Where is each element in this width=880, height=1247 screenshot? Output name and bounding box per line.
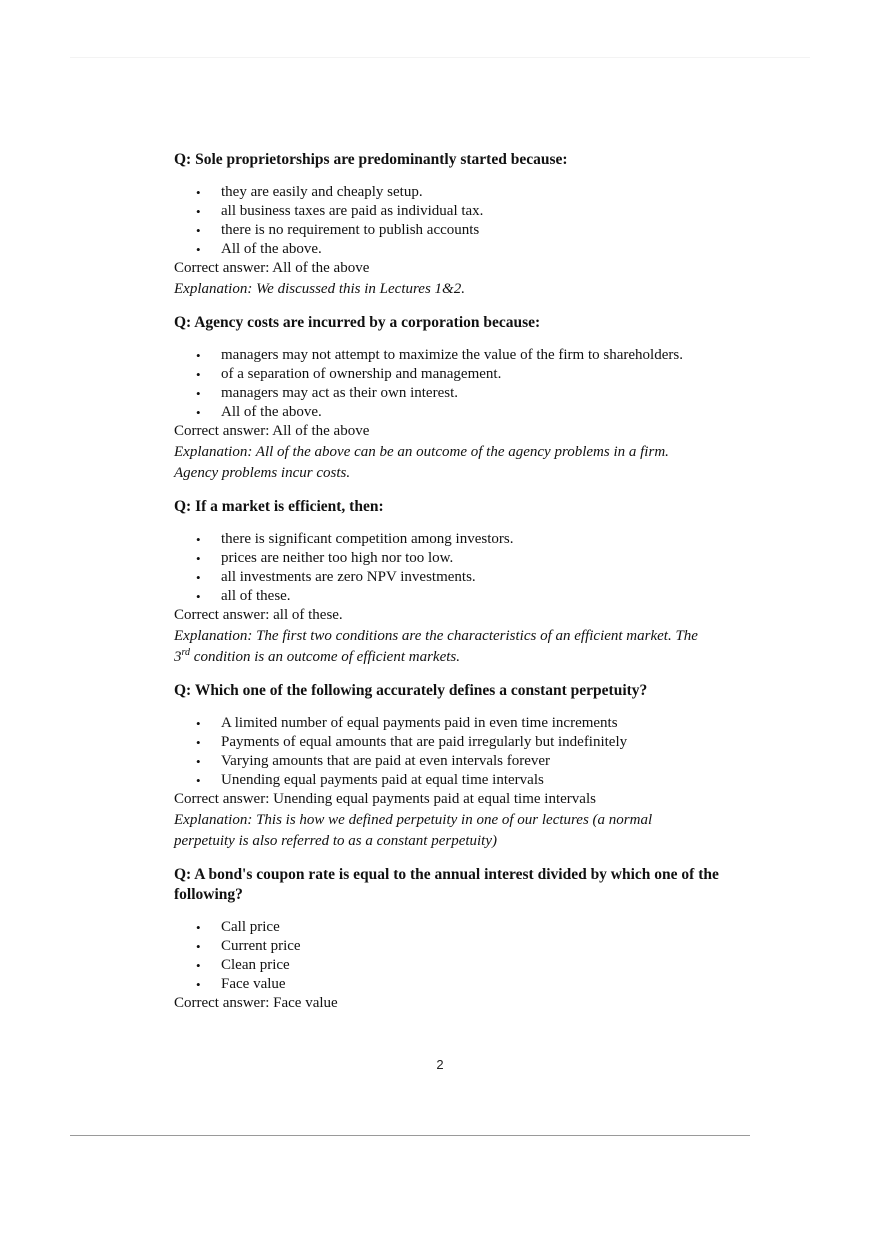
bullet-icon: • bbox=[196, 367, 201, 382]
option-text: A limited number of equal payments paid in even time increments bbox=[221, 715, 618, 731]
question-block bbox=[174, 681, 734, 852]
bullet-icon: • bbox=[196, 551, 201, 566]
option-text: all investments are zero NPV investments. bbox=[221, 569, 476, 585]
option-text: All of the above. bbox=[221, 241, 322, 257]
explanation-line-rest: condition is an outcome of efficient markets. bbox=[190, 649, 460, 665]
bullet-icon: • bbox=[196, 716, 201, 731]
bullet-icon: • bbox=[196, 958, 201, 973]
explanation-line: perpetuity is also referred to as a constant perpetuity) bbox=[174, 833, 498, 849]
bullet-icon: • bbox=[196, 939, 201, 954]
option-item bbox=[196, 714, 734, 733]
bullet-icon: • bbox=[196, 405, 201, 420]
option-item bbox=[196, 403, 734, 422]
explanation bbox=[174, 626, 734, 668]
option-item bbox=[196, 568, 734, 587]
option-text: of a separation of ownership and management. bbox=[221, 366, 502, 382]
option-item bbox=[196, 918, 734, 937]
question-list bbox=[174, 150, 734, 1026]
bullet-icon: • bbox=[196, 589, 201, 604]
correct-answer: Correct answer: All of the above bbox=[174, 260, 370, 276]
option-text: they are easily and cheaply setup. bbox=[221, 184, 423, 200]
option-item bbox=[196, 956, 734, 975]
option-item bbox=[196, 937, 734, 956]
options-list bbox=[174, 918, 734, 994]
bullet-icon: • bbox=[196, 570, 201, 585]
bullet-icon: • bbox=[196, 204, 201, 219]
ordinal-suffix: rd bbox=[181, 647, 191, 658]
question-text: Q: A bond's coupon rate is equal to the annual interest divided by which one of the following? bbox=[174, 866, 719, 903]
top-divider bbox=[70, 57, 810, 58]
option-item bbox=[196, 240, 734, 259]
bullet-icon: • bbox=[196, 735, 201, 750]
option-text: Call price bbox=[221, 919, 280, 935]
option-text: Current price bbox=[221, 938, 301, 954]
bullet-icon: • bbox=[196, 977, 201, 992]
explanation-line: Explanation: This is how we defined perpetuity in one of our lectures (a normal bbox=[174, 812, 653, 828]
options-list bbox=[174, 714, 734, 790]
option-item bbox=[196, 975, 734, 994]
option-text: Varying amounts that are paid at even intervals forever bbox=[221, 753, 551, 769]
options-list bbox=[174, 183, 734, 259]
option-text: there is significant competition among investors. bbox=[221, 531, 514, 547]
option-item bbox=[196, 202, 734, 221]
option-item bbox=[196, 346, 734, 365]
option-text: All of the above. bbox=[221, 404, 322, 420]
bullet-icon: • bbox=[196, 242, 201, 257]
question-text: Q: Agency costs are incurred by a corporation because: bbox=[174, 314, 541, 331]
option-text: Unending equal payments paid at equal time intervals bbox=[221, 772, 544, 788]
option-item bbox=[196, 365, 734, 384]
correct-answer: Correct answer: Face value bbox=[174, 995, 338, 1011]
explanation-line: Explanation: The first two conditions are the characteristics of an efficient market. The bbox=[174, 628, 698, 644]
bullet-icon: • bbox=[196, 348, 201, 363]
correct-answer: Correct answer: all of these. bbox=[174, 607, 343, 623]
explanation-line: Explanation: We discussed this in Lectures 1&2. bbox=[174, 281, 465, 297]
bullet-icon: • bbox=[196, 754, 201, 769]
option-item bbox=[196, 221, 734, 240]
bullet-icon: • bbox=[196, 773, 201, 788]
option-text: managers may not attempt to maximize the value of the firm to shareholders. bbox=[221, 347, 683, 363]
bullet-icon: • bbox=[196, 532, 201, 547]
option-item bbox=[196, 752, 734, 771]
ordinal-number: 3 bbox=[174, 649, 182, 665]
question-text: Q: Which one of the following accurately defines a constant perpetuity? bbox=[174, 682, 648, 699]
correct-answer: Correct answer: All of the above bbox=[174, 423, 370, 439]
explanation bbox=[174, 810, 734, 852]
option-text: Clean price bbox=[221, 957, 290, 973]
option-text: Payments of equal amounts that are paid irregularly but indefinitely bbox=[221, 734, 628, 750]
question-text: Q: If a market is efficient, then: bbox=[174, 498, 384, 515]
question-block bbox=[174, 313, 734, 484]
page-number: 2 bbox=[436, 1057, 444, 1072]
option-text: prices are neither too high nor too low. bbox=[221, 550, 454, 566]
question-block bbox=[174, 150, 734, 300]
correct-answer: Correct answer: Unending equal payments paid at equal time intervals bbox=[174, 791, 596, 807]
bullet-icon: • bbox=[196, 386, 201, 401]
option-text: Face value bbox=[221, 976, 286, 992]
option-text: there is no requirement to publish accounts bbox=[221, 222, 480, 238]
question-text: Q: Sole proprietorships are predominantly started because: bbox=[174, 151, 568, 168]
question-block bbox=[174, 497, 734, 668]
explanation bbox=[174, 279, 734, 300]
option-text: all of these. bbox=[221, 588, 291, 604]
bullet-icon: • bbox=[196, 920, 201, 935]
explanation-line: Explanation: All of the above can be an outcome of the agency problems in a firm. bbox=[174, 444, 669, 460]
explanation bbox=[174, 442, 734, 484]
option-item bbox=[196, 733, 734, 752]
explanation-line: Agency problems incur costs. bbox=[174, 465, 351, 481]
options-list bbox=[174, 346, 734, 422]
option-item bbox=[196, 771, 734, 790]
option-text: all business taxes are paid as individual tax. bbox=[221, 203, 484, 219]
option-item bbox=[196, 530, 734, 549]
option-item bbox=[196, 549, 734, 568]
question-block bbox=[174, 865, 734, 1013]
option-item bbox=[196, 587, 734, 606]
footer-divider bbox=[70, 1135, 750, 1136]
option-text: managers may act as their own interest. bbox=[221, 385, 458, 401]
option-item bbox=[196, 384, 734, 403]
bullet-icon: • bbox=[196, 223, 201, 238]
bullet-icon: • bbox=[196, 185, 201, 200]
explanation-line bbox=[174, 647, 734, 668]
options-list bbox=[174, 530, 734, 606]
option-item bbox=[196, 183, 734, 202]
